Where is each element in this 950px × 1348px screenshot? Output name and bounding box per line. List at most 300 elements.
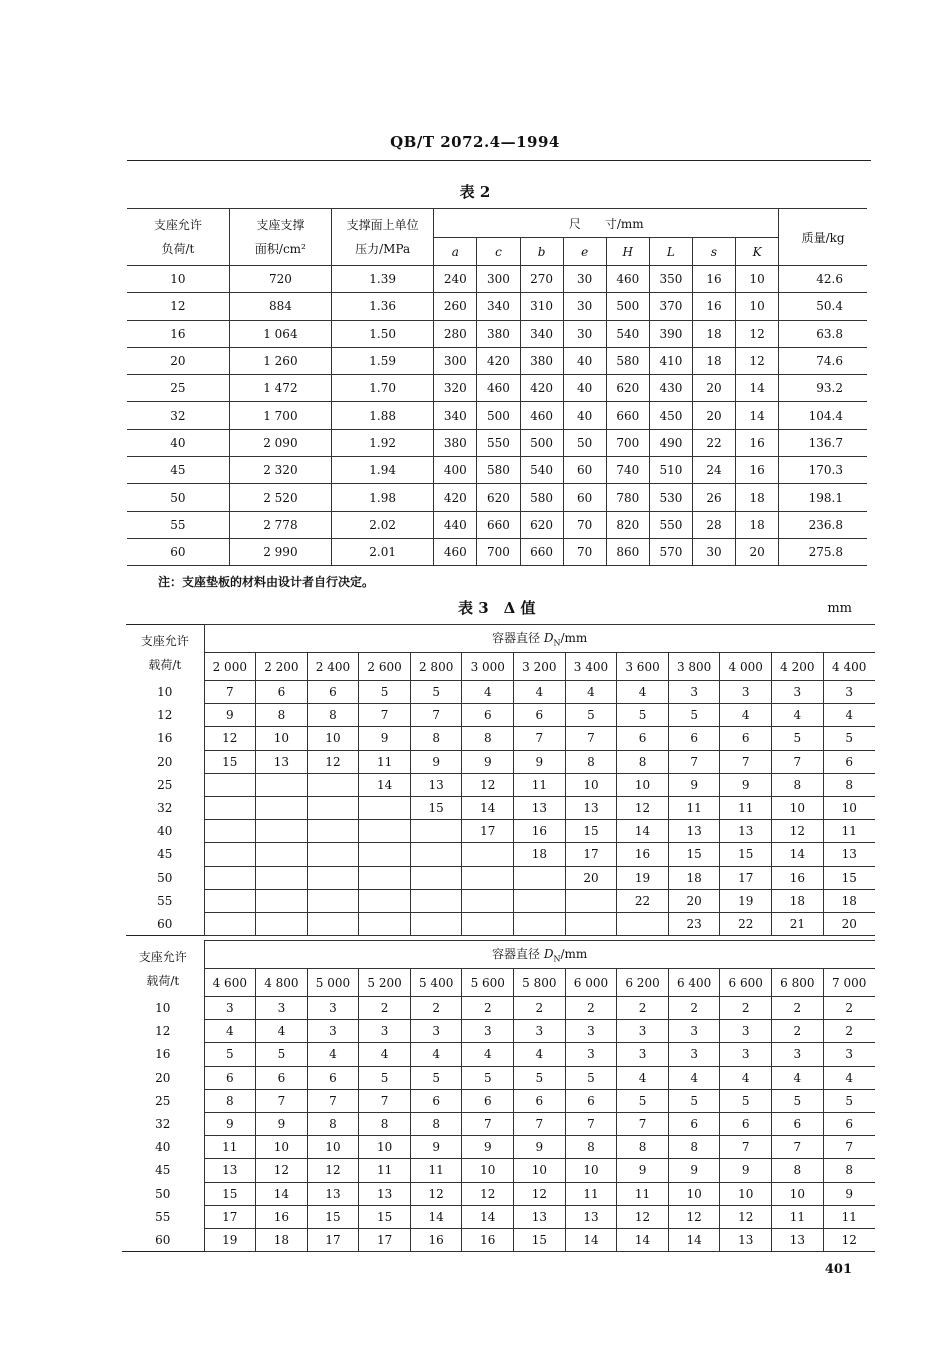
- table3-delta-cell: 15: [359, 1205, 411, 1228]
- table3-delta-cell: 4: [823, 1066, 875, 1089]
- table3-delta-cell: 16: [462, 1228, 514, 1251]
- table2-cell: 16: [736, 457, 779, 484]
- table2-cell: 720: [229, 266, 331, 293]
- table3-diameter-header: 2 200: [256, 653, 308, 681]
- table-row: [122, 1136, 875, 1159]
- table3-part2-header-load: [122, 941, 204, 997]
- table3-delta-cell: 20: [668, 889, 720, 912]
- table3-delta-cell: 15: [204, 1182, 256, 1205]
- table-row: [126, 866, 875, 889]
- table2-cell: 10: [736, 266, 779, 293]
- table3-caption: 表 3 Δ 值: [458, 599, 536, 617]
- table3-delta-cell: [256, 820, 308, 843]
- table2-cell: 16: [736, 429, 779, 456]
- table3-delta-cell: 4: [668, 1066, 720, 1089]
- table3-delta-cell: 12: [307, 750, 359, 773]
- table3-delta-cell: 4: [514, 1043, 566, 1066]
- table3-delta-cell: 3: [359, 1020, 411, 1043]
- table3-delta-cell: 7: [720, 750, 772, 773]
- table3-delta-cell: 12: [617, 1205, 669, 1228]
- table2-cell: 1.94: [332, 457, 434, 484]
- table2-cell: 1.70: [332, 375, 434, 402]
- table2-cell: 340: [477, 293, 520, 320]
- table3-delta-cell: 3: [617, 1043, 669, 1066]
- table2-cell: 1.39: [332, 266, 434, 293]
- table2-cell: 1 064: [229, 320, 331, 347]
- table3-delta-cell: 2: [462, 997, 514, 1020]
- table3-delta-cell: 12: [617, 796, 669, 819]
- table2-cell: 620: [606, 375, 649, 402]
- table2-cell: 1.92: [332, 429, 434, 456]
- table3-diameter-header: 3 800: [668, 653, 720, 681]
- table3-delta-cell: 9: [514, 1136, 566, 1159]
- table3-delta-cell: 20: [823, 912, 875, 935]
- table-row: [122, 1112, 875, 1135]
- table2-cell: 420: [477, 347, 520, 374]
- table-row: [122, 1182, 875, 1205]
- table2-cell: 45: [127, 457, 229, 484]
- table3-delta-cell: [307, 796, 359, 819]
- table3-delta-cell: 2: [514, 997, 566, 1020]
- table-row: [122, 1205, 875, 1228]
- table3-diameter-header: 3 600: [617, 653, 669, 681]
- table3-part1: [126, 624, 875, 936]
- table3-delta-cell: 13: [565, 1205, 617, 1228]
- table3-delta-cell: 14: [565, 1228, 617, 1251]
- table3-delta-cell: [256, 889, 308, 912]
- table2-cell: 380: [434, 429, 477, 456]
- table3-delta-cell: 4: [514, 681, 566, 704]
- table3-delta-cell: 7: [359, 1089, 411, 1112]
- table2-cell: 70: [563, 538, 606, 565]
- table3-delta-cell: [307, 820, 359, 843]
- table3-delta-cell: 6: [462, 1089, 514, 1112]
- table3-delta-cell: 16: [772, 866, 824, 889]
- table2-cell: 490: [649, 429, 692, 456]
- table3-delta-cell: [410, 866, 462, 889]
- table3-delta-cell: 10: [307, 1136, 359, 1159]
- table3-delta-cell: [359, 820, 411, 843]
- table2-cell: 350: [649, 266, 692, 293]
- table3-load-cell: 16: [126, 727, 204, 750]
- table2-cell: 260: [434, 293, 477, 320]
- table3-delta-cell: 2: [565, 997, 617, 1020]
- table3-load-cell: 60: [122, 1228, 204, 1251]
- table3-delta-cell: 10: [772, 1182, 824, 1205]
- table2-header-dim-K: K: [736, 238, 779, 266]
- table2-cell: 530: [649, 484, 692, 511]
- table3-delta-cell: 3: [514, 1020, 566, 1043]
- standard-code: QB/T 2072.4—1994: [390, 133, 560, 151]
- table3-delta-cell: 14: [462, 796, 514, 819]
- table3-delta-cell: 8: [668, 1136, 720, 1159]
- table2-cell: 74.6: [779, 347, 867, 374]
- table3-delta-cell: 4: [772, 704, 824, 727]
- table3-delta-cell: [204, 866, 256, 889]
- table3-load-cell: 50: [126, 866, 204, 889]
- table-row: [127, 293, 867, 320]
- table3-delta-cell: 8: [462, 727, 514, 750]
- table3-delta-cell: 5: [823, 727, 875, 750]
- table3-delta-cell: 17: [565, 843, 617, 866]
- table3-delta-cell: [359, 912, 411, 935]
- table3-load-cell: 40: [126, 820, 204, 843]
- table3-delta-cell: 5: [514, 1066, 566, 1089]
- table3-delta-cell: 4: [617, 681, 669, 704]
- table3-load-cell: 25: [126, 773, 204, 796]
- table2-cell: 620: [520, 511, 563, 538]
- table3-delta-cell: 9: [668, 1159, 720, 1182]
- table3-delta-cell: 10: [617, 773, 669, 796]
- table3-diameter-header: 2 400: [307, 653, 359, 681]
- table3-delta-cell: 6: [823, 750, 875, 773]
- table3-delta-cell: 19: [720, 889, 772, 912]
- table-row: [127, 347, 867, 374]
- table3-delta-cell: 7: [565, 1112, 617, 1135]
- table-row: [126, 681, 875, 704]
- table3-delta-cell: 11: [359, 750, 411, 773]
- table3-delta-cell: 3: [668, 681, 720, 704]
- table3-delta-cell: 16: [256, 1205, 308, 1228]
- table2-header-load-line1: 支座允许: [153, 218, 202, 232]
- table3-diameter-header: 4 600: [204, 969, 256, 997]
- table3-diameter-header: 5 400: [410, 969, 462, 997]
- table3-delta-cell: 5: [565, 704, 617, 727]
- table3-delta-cell: 3: [204, 997, 256, 1020]
- table-row: [127, 266, 867, 293]
- table-row: [127, 375, 867, 402]
- dn-unit: /mm: [560, 631, 588, 646]
- table3-delta-cell: [514, 889, 566, 912]
- table2-header-pressure: [332, 209, 434, 266]
- table3-delta-cell: 6: [410, 1089, 462, 1112]
- table3-delta-cell: 11: [823, 820, 875, 843]
- table-row: [122, 1228, 875, 1251]
- table3-delta-cell: 19: [204, 1228, 256, 1251]
- table3-delta-cell: 14: [462, 1205, 514, 1228]
- table3-delta-cell: 22: [617, 889, 669, 912]
- table-row: [122, 1159, 875, 1182]
- table3-delta-cell: 12: [204, 727, 256, 750]
- table2-cell: 2 320: [229, 457, 331, 484]
- table3-delta-cell: 13: [307, 1182, 359, 1205]
- table2-cell: 26: [692, 484, 735, 511]
- table3-delta-cell: 3: [772, 681, 824, 704]
- table3-delta-cell: 7: [720, 1136, 772, 1159]
- table2-cell: 1.98: [332, 484, 434, 511]
- table3-delta-cell: 6: [668, 1112, 720, 1135]
- table3-delta-cell: 15: [823, 866, 875, 889]
- table3-delta-cell: [204, 889, 256, 912]
- table2-cell: 18: [736, 484, 779, 511]
- table2-cell: 500: [477, 402, 520, 429]
- table3-delta-cell: 9: [410, 1136, 462, 1159]
- table3-delta-cell: 12: [462, 773, 514, 796]
- table3-load-cell: 16: [122, 1043, 204, 1066]
- table3-delta-cell: [462, 866, 514, 889]
- table3-delta-cell: 8: [565, 750, 617, 773]
- table2-header-mass: 质量/kg: [779, 209, 867, 266]
- table2-cell: 22: [692, 429, 735, 456]
- table3-delta-cell: 3: [668, 1020, 720, 1043]
- table3-delta-cell: 4: [256, 1020, 308, 1043]
- table3-delta-cell: 4: [204, 1020, 256, 1043]
- table3-delta-cell: 11: [668, 796, 720, 819]
- table3-delta-cell: 21: [772, 912, 824, 935]
- table3-delta-cell: 14: [668, 1228, 720, 1251]
- table3-delta-cell: 17: [204, 1205, 256, 1228]
- table2-cell: 16: [692, 266, 735, 293]
- table2-cell: 860: [606, 538, 649, 565]
- table3-delta-cell: 14: [359, 773, 411, 796]
- table2-cell: 93.2: [779, 375, 867, 402]
- table-row: [127, 538, 867, 565]
- table3-delta-cell: 8: [565, 1136, 617, 1159]
- table3-delta-cell: 6: [720, 727, 772, 750]
- table2-cell: 430: [649, 375, 692, 402]
- table3-delta-cell: 13: [410, 773, 462, 796]
- table-row: [127, 402, 867, 429]
- table2-cell: 540: [606, 320, 649, 347]
- table3-delta-cell: [410, 820, 462, 843]
- table-row: [122, 997, 875, 1020]
- table3-delta-cell: 4: [720, 704, 772, 727]
- table3-delta-cell: 4: [307, 1043, 359, 1066]
- table3-delta-cell: 9: [359, 727, 411, 750]
- table3-delta-cell: [617, 912, 669, 935]
- table3-delta-cell: 15: [514, 1228, 566, 1251]
- table3-delta-cell: 2: [668, 997, 720, 1020]
- table3-delta-cell: [307, 843, 359, 866]
- table2-header-dim-H: H: [606, 238, 649, 266]
- table3-delta-cell: 16: [617, 843, 669, 866]
- table3-part2-header-load-line2: 载荷/t: [146, 973, 180, 988]
- table3-delta-cell: 3: [720, 681, 772, 704]
- table3-delta-cell: 5: [823, 1089, 875, 1112]
- table2-cell: 1 472: [229, 375, 331, 402]
- table3-delta-cell: [359, 796, 411, 819]
- table3-delta-cell: 4: [617, 1066, 669, 1089]
- table3-delta-cell: 5: [359, 1066, 411, 1089]
- table3-delta-cell: 7: [204, 681, 256, 704]
- table2-cell: 16: [692, 293, 735, 320]
- page-number: 401: [824, 1262, 852, 1277]
- table3-delta-cell: 18: [823, 889, 875, 912]
- table3-delta-cell: [256, 843, 308, 866]
- dn-symbol: D: [543, 947, 554, 962]
- table3-part2-header-load-line1: 支座允许: [138, 949, 187, 964]
- table3-diameter-header: 5 000: [307, 969, 359, 997]
- table3-delta-cell: 7: [307, 1089, 359, 1112]
- table3-load-cell: 45: [122, 1159, 204, 1182]
- table-row: [127, 511, 867, 538]
- table3-part2-header-diameter: [204, 941, 875, 969]
- table-row: [127, 484, 867, 511]
- table3-diameter-header: 6 800: [772, 969, 824, 997]
- table-row: [126, 820, 875, 843]
- table3-delta-cell: 7: [514, 1112, 566, 1135]
- table-row: [127, 457, 867, 484]
- table3-delta-cell: 11: [823, 1205, 875, 1228]
- table3-part2: [122, 940, 875, 1252]
- table3-delta-cell: 14: [617, 820, 669, 843]
- table2-cell: 780: [606, 484, 649, 511]
- table3-delta-cell: 4: [462, 681, 514, 704]
- table-row: [126, 773, 875, 796]
- table3-diameter-header: 7 000: [823, 969, 875, 997]
- table2-cell: 820: [606, 511, 649, 538]
- table3-delta-cell: 4: [720, 1066, 772, 1089]
- table3-delta-cell: [565, 889, 617, 912]
- table2-cell: 25: [127, 375, 229, 402]
- table3-delta-cell: 7: [772, 1136, 824, 1159]
- table-row: [126, 889, 875, 912]
- table2-cell: 30: [692, 538, 735, 565]
- table2-header-dim-s: s: [692, 238, 735, 266]
- table2-cell: 2 520: [229, 484, 331, 511]
- table3-load-cell: 10: [122, 997, 204, 1020]
- table3-delta-cell: 2: [823, 997, 875, 1020]
- table3-delta-cell: 16: [514, 820, 566, 843]
- table3-delta-cell: 3: [823, 681, 875, 704]
- table3-diameter-header: 5 600: [462, 969, 514, 997]
- table2-cell: 370: [649, 293, 692, 320]
- table3-delta-cell: 3: [565, 1020, 617, 1043]
- table2-cell: 300: [477, 266, 520, 293]
- table3-delta-cell: 2: [359, 997, 411, 1020]
- table3-delta-cell: 5: [772, 727, 824, 750]
- table3-delta-cell: 15: [204, 750, 256, 773]
- table3-load-cell: 20: [122, 1066, 204, 1089]
- table2-cell: 2.01: [332, 538, 434, 565]
- table2-cell: 280: [434, 320, 477, 347]
- table3-delta-cell: 9: [720, 773, 772, 796]
- table3-delta-cell: 2: [720, 997, 772, 1020]
- table3-delta-cell: 8: [823, 773, 875, 796]
- table3-delta-cell: 13: [565, 796, 617, 819]
- table3-delta-cell: 12: [514, 1182, 566, 1205]
- table3-diameter-header: 3 400: [565, 653, 617, 681]
- table2-cell: 380: [477, 320, 520, 347]
- table3-diameter-header: 6 200: [617, 969, 669, 997]
- table3-delta-cell: 8: [359, 1112, 411, 1135]
- table3-delta-cell: 19: [617, 866, 669, 889]
- table3-delta-cell: [204, 843, 256, 866]
- table3-delta-cell: 11: [359, 1159, 411, 1182]
- table3-delta-cell: 14: [617, 1228, 669, 1251]
- dn-label: 容器直径: [492, 947, 544, 962]
- table3-delta-cell: 4: [359, 1043, 411, 1066]
- table3-delta-cell: 9: [204, 704, 256, 727]
- table2-cell: 60: [563, 484, 606, 511]
- table3-diameter-header: 4 800: [256, 969, 308, 997]
- table2-cell: 1 700: [229, 402, 331, 429]
- table2-cell: 460: [477, 375, 520, 402]
- table3-delta-cell: 3: [462, 1020, 514, 1043]
- table2-cell: 660: [606, 402, 649, 429]
- table3-load-cell: 60: [126, 912, 204, 935]
- table3-load-cell: 32: [126, 796, 204, 819]
- table3-delta-cell: [462, 843, 514, 866]
- table2-cell: 700: [477, 538, 520, 565]
- table3-delta-cell: [204, 820, 256, 843]
- table3-unit: mm: [827, 601, 852, 616]
- table3-delta-cell: 5: [204, 1043, 256, 1066]
- table2-cell: 14: [736, 402, 779, 429]
- table3-delta-cell: [307, 866, 359, 889]
- header-rule: [127, 160, 871, 161]
- table3-delta-cell: 3: [307, 1020, 359, 1043]
- table3-delta-cell: 18: [668, 866, 720, 889]
- table2-cell: 884: [229, 293, 331, 320]
- table2-cell: 30: [563, 293, 606, 320]
- table3-delta-cell: 8: [307, 1112, 359, 1135]
- table2-cell: 12: [736, 320, 779, 347]
- table3-delta-cell: 7: [668, 750, 720, 773]
- table3-delta-cell: 8: [410, 1112, 462, 1135]
- table3-load-cell: 55: [122, 1205, 204, 1228]
- table2-cell: 460: [520, 402, 563, 429]
- table2-cell: 10: [127, 266, 229, 293]
- table3-delta-cell: 16: [410, 1228, 462, 1251]
- table3-delta-cell: 9: [823, 1182, 875, 1205]
- table3-delta-cell: 3: [410, 1020, 462, 1043]
- table3-delta-cell: 5: [256, 1043, 308, 1066]
- table2-cell: 12: [736, 347, 779, 374]
- table2-cell: 24: [692, 457, 735, 484]
- table2-header-dimensions: 尺 寸/mm: [434, 209, 779, 238]
- table3-delta-cell: 13: [720, 1228, 772, 1251]
- table3-delta-cell: [204, 796, 256, 819]
- table3-delta-cell: 12: [410, 1182, 462, 1205]
- table3-load-cell: 55: [126, 889, 204, 912]
- table3-delta-cell: 2: [772, 997, 824, 1020]
- table2-cell: 460: [434, 538, 477, 565]
- table3-delta-cell: 17: [307, 1228, 359, 1251]
- table3-delta-cell: 9: [720, 1159, 772, 1182]
- table-row: [126, 796, 875, 819]
- table3-load-cell: 25: [122, 1089, 204, 1112]
- table3-delta-cell: 9: [204, 1112, 256, 1135]
- table3-delta-cell: 5: [668, 1089, 720, 1112]
- table3-delta-cell: 4: [772, 1066, 824, 1089]
- table2-cell: 340: [520, 320, 563, 347]
- table3-delta-cell: 13: [720, 820, 772, 843]
- table3-delta-cell: 13: [256, 750, 308, 773]
- table2-cell: 50: [563, 429, 606, 456]
- table2-cell: 700: [606, 429, 649, 456]
- table3-delta-cell: 12: [462, 1182, 514, 1205]
- table3-delta-cell: 10: [565, 773, 617, 796]
- table-row: [126, 843, 875, 866]
- table3-load-cell: 32: [122, 1112, 204, 1135]
- table2-cell: 270: [520, 266, 563, 293]
- table3-delta-cell: 7: [410, 704, 462, 727]
- table2-header-dim-L: L: [649, 238, 692, 266]
- table3-delta-cell: 9: [668, 773, 720, 796]
- table3-load-cell: 12: [122, 1020, 204, 1043]
- table3-delta-cell: 5: [410, 681, 462, 704]
- table3-delta-cell: 10: [565, 1159, 617, 1182]
- table2-cell: 460: [606, 266, 649, 293]
- table3-delta-cell: 6: [668, 727, 720, 750]
- table2-cell: 18: [692, 347, 735, 374]
- table2-cell: 580: [606, 347, 649, 374]
- table3-delta-cell: 6: [617, 727, 669, 750]
- table3-delta-cell: [307, 773, 359, 796]
- table3-delta-cell: 10: [772, 796, 824, 819]
- table3-diameter-header: 6 400: [668, 969, 720, 997]
